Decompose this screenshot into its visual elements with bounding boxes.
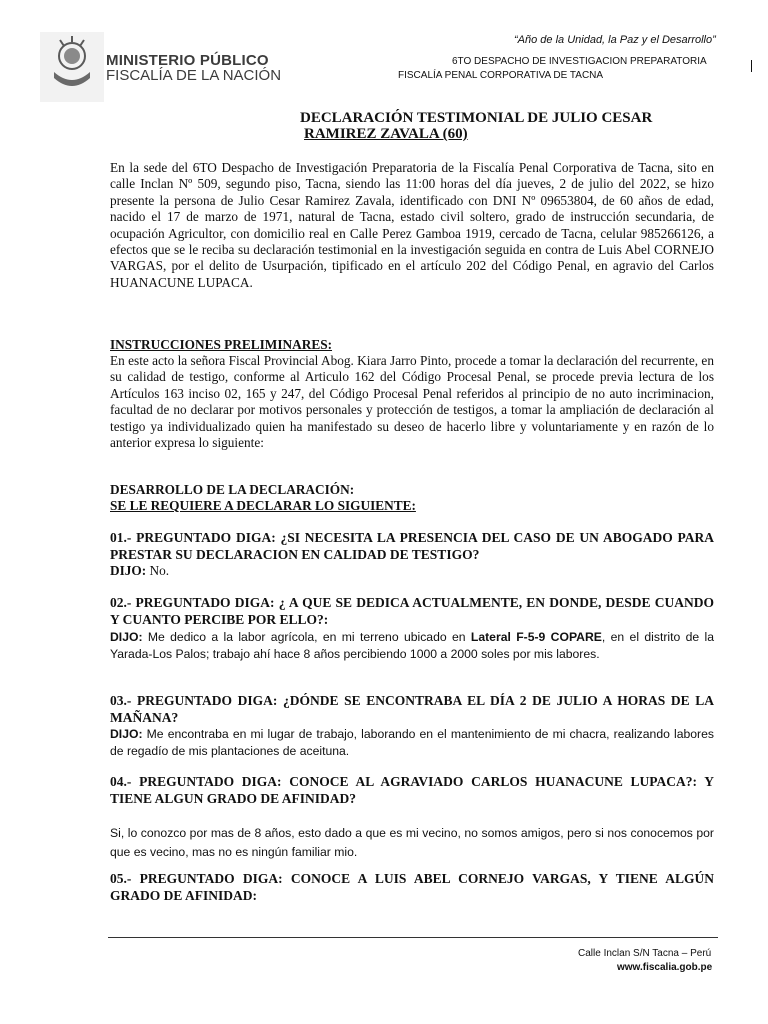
footer-address: Calle Inclan S/N Tacna – Perú <box>578 948 712 959</box>
question-01: 01.- PREGUNTADO DIGA: ¿SI NECESITA LA PRESENCIA DEL CASO DE UN ABOGADO PARA PRESTAR SU DECLARACION EN CALIDAD DE TESTIGO? <box>110 530 714 562</box>
answer-02 <box>110 629 714 663</box>
document-title-line-1: DECLARACIÓN TESTIMONIAL DE JULIO CESAR <box>300 110 653 126</box>
page-edge-mark <box>751 60 752 72</box>
year-motto: “Año de la Unidad, la Paz y el Desarrollo” <box>514 34 716 46</box>
answer-label: DIJO: <box>110 727 143 741</box>
org-name: MINISTERIO PÚBLICO <box>106 52 269 69</box>
intro-paragraph: En la sede del 6TO Despacho de Investigación Preparatoria de la Fiscalía Penal Corporativa de Tacna, sito en calle Inclan Nº 509, segundo piso, Tacna, siendo las 11:00 horas del día jueves, 2 de julio del 2022, se hizo presente la persona de Julio Cesar Ramirez Zavala, identificado con DNI Nº 09653804, de 60 años de edad, nacido el 17 de marzo de 1971, natural de Tacna, estado civil soltero, grado de instrucción secundaria, de ocupación Agricultor, con domicilio real en Calle Perez Gamboa 1919, cercado de Tacna, celular 985266126, a efectos que se le reciba su declaración testimonial en la investigación seguida en contra de Luis Abel CORNEJO VARGAS, por el delito de Usurpación, tipificado en el artículo 202 del Código Penal, en agravio del Carlos HUANACUNE LUPACA. <box>110 160 714 290</box>
question-02: 02.- PREGUNTADO DIGA: ¿ A QUE SE DEDICA ACTUALMENTE, EN DONDE, DESDE CUANDO Y CUANTO PERCIBE POR ELLO?: <box>110 595 714 627</box>
seal-icon <box>40 32 104 102</box>
answer-text: Me encontraba en mi lugar de trabajo, laborando en el mantenimiento de mi chacra, realizando labores de regadío de mis plantaciones de aceituna. <box>110 727 714 758</box>
footer-divider <box>108 937 718 938</box>
answer-text: No. <box>146 563 170 578</box>
ministerio-publico-logo <box>40 30 282 106</box>
document-title-line-2 <box>304 126 468 143</box>
answer-text-pre: Me dedico a la labor agrícola, en mi terreno ubicado en <box>142 630 471 644</box>
answer-location: Lateral F-5-9 COPARE <box>470 630 602 644</box>
answer-04: Si, lo conozco por mas de 8 años, esto dado a que es mi vecino, no somos amigos, pero si nos conocemos por que es vecino, mas no es ningún familiar mio. <box>110 826 714 859</box>
question-04: 04.- PREGUNTADO DIGA: CONOCE AL AGRAVIADO CARLOS HUANACUNE LUPACA?: Y TIENE ALGUN GRADO DE AFINIDAD? <box>110 774 714 806</box>
answer-text-post: , en el distrito de la Yarada-Los Palos; trabajo ahí hace 8 años percibiendo 1000 a 2000 soles por mis labores. <box>110 630 714 661</box>
instructions-paragraph: En este acto la señora Fiscal Provincial Abog. Kiara Jarro Pinto, procede a tomar la declaración del recurrente, en su calidad de testigo, conforme al Articulo 162 del Código Procesal Penal, se procede previa lectura de los Artículos 163 inciso 02, 165 y 247, del Código Procesal Penal referidos al principio de no auto incriminacion, facultad de no declarar por motivos personales y protección de testigos, a tomar la ampliación de declaración al testigo ya individualizado quien ha manifestado su deseo de hacerlo libre y voluntariamente y en razón de lo anterior expresa lo siguiente: <box>110 353 714 451</box>
question-05: 05.- PREGUNTADO DIGA: CONOCE A LUIS ABEL CORNEJO VARGAS, Y TIENE ALGÚN GRADO DE AFINIDAD: <box>110 871 714 903</box>
footer-website: www.fiscalia.gob.pe <box>617 962 713 973</box>
answer-label: DIJO: <box>110 563 147 578</box>
answer-03 <box>110 726 714 760</box>
requirement-heading: SE LE REQUIERE A DECLARAR LO SIGUIENTE: <box>110 498 416 513</box>
office-line-2: FISCALÍA PENAL CORPORATIVA DE TACNA <box>398 70 604 81</box>
title-line-2-text: RAMIREZ ZAVALA (60) <box>304 126 468 142</box>
org-subname: FISCALÍA DE LA NACIÓN <box>106 67 282 84</box>
answer-01 <box>110 563 714 579</box>
development-heading: DESARROLLO DE LA DECLARACIÓN: <box>110 482 355 497</box>
answer-label: DIJO: <box>110 630 143 644</box>
question-03: 03.- PREGUNTADO DIGA: ¿DÓNDE SE ENCONTRABA EL DÍA 2 DE JULIO A HORAS DE LA MAÑANA? <box>110 693 714 725</box>
office-line-1: 6TO DESPACHO DE INVESTIGACION PREPARATORIA <box>452 56 707 67</box>
instructions-heading: INSTRUCCIONES PRELIMINARES: <box>110 337 333 352</box>
